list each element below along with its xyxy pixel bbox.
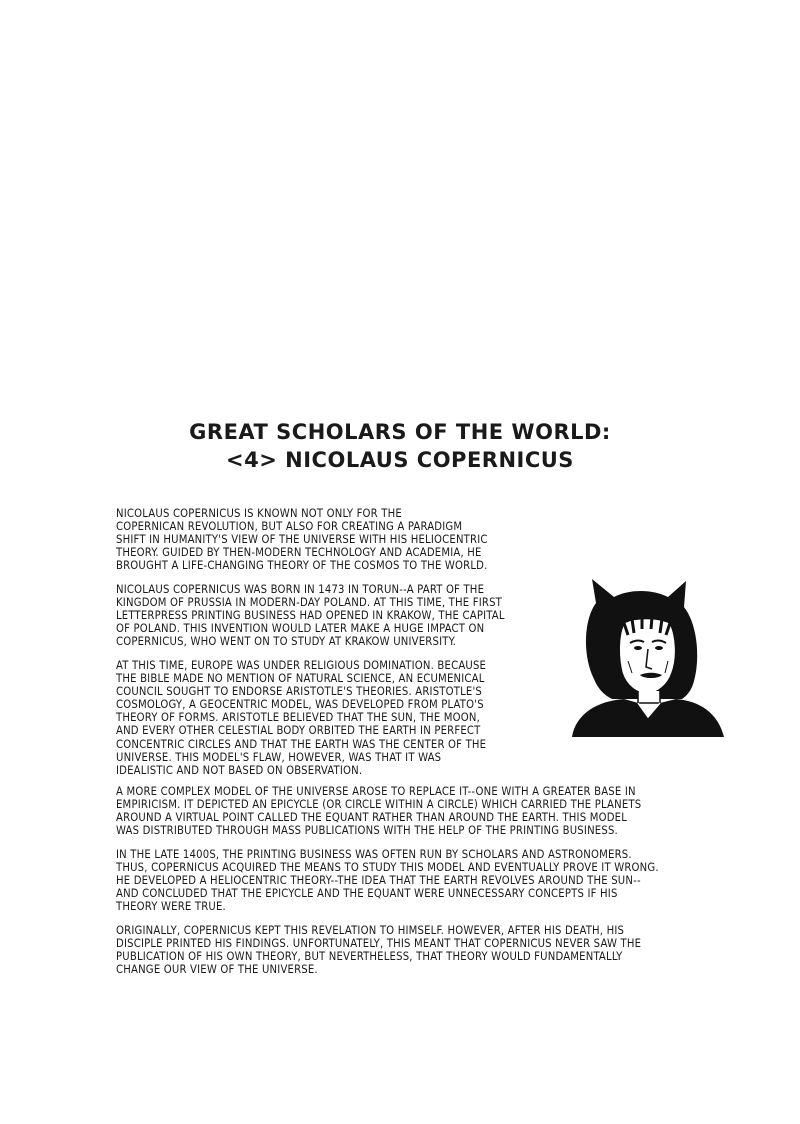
paragraph-aristotle (116, 659, 486, 777)
text-line: AND EVERY OTHER CELESTIAL BODY ORBITED THE EARTH IN PERFECT (116, 724, 481, 738)
page-title (0, 418, 800, 474)
text-line: AT THIS TIME, EUROPE WAS UNDER RELIGIOUS DOMINATION. BECAUSE (116, 659, 487, 672)
text-line: KINGDOM OF PRUSSIA IN MODERN-DAY POLAND. AT THIS TIME, THE FIRST (116, 596, 503, 610)
text-line: NICOLAUS COPERNICUS IS KNOWN NOT ONLY FOR THE (116, 507, 402, 520)
text-line: COUNCIL SOUGHT TO ENDORSE ARISTOTLE'S THEORIES. ARISTOTLE'S (116, 685, 483, 699)
text-line: CONCENTRIC CIRCLES AND THAT THE EARTH WAS THE CENTER OF THE (116, 737, 487, 751)
text-line: LETTERPRESS PRINTING BUSINESS HAD OPENED IN KRAKOW, THE CAPITAL (116, 609, 505, 623)
text-line: THUS, COPERNICUS ACQUIRED THE MEANS TO STUDY THIS MODEL AND EVENTUALLY PROVE IT WRONG. (116, 861, 659, 875)
text-line: AND CONCLUDED THAT THE EPICYCLE AND THE EQUANT WERE UNNECESSARY CONCEPTS IF HIS (116, 887, 618, 901)
copernicus-portrait-icon (572, 577, 724, 737)
text-line: COSMOLOGY, A GEOCENTRIC MODEL, WAS DEVELOPED FROM PLATO'S (116, 698, 484, 712)
text-line: A MORE COMPLEX MODEL OF THE UNIVERSE AROSE TO REPLACE IT--ONE WITH A GREATER BASE IN (116, 785, 636, 798)
text-line: DISCIPLE PRINTED HIS FINDINGS. UNFORTUNATELY, THIS MEANT THAT COPERNICUS NEVER SAW THE (116, 937, 642, 951)
text-line: SHIFT IN HUMANITY'S VIEW OF THE UNIVERSE WITH HIS HELIOCENTRIC (116, 533, 488, 547)
text-line: NICOLAUS COPERNICUS WAS BORN IN 1473 IN TORUN--A PART OF THE (116, 583, 485, 596)
text-line: ORIGINALLY, COPERNICUS KEPT THIS REVELATION TO HIMSELF. HOWEVER, AFTER HIS DEATH, HIS (116, 924, 625, 937)
text-line: COPERNICUS, WHO WENT ON TO STUDY AT KRAKOW UNIVERSITY. (116, 635, 457, 649)
text-line: THEORY. GUIDED BY THEN-MODERN TECHNOLOGY AND ACADEMIA, HE (116, 546, 482, 560)
text-line: IDEALISTIC AND NOT BASED ON OBSERVATION. (116, 763, 363, 777)
title-line-2: <4> NICOLAUS COPERNICUS (226, 448, 574, 472)
text-line: OF POLAND. THIS INVENTION WOULD LATER MAKE A HUGE IMPACT ON (116, 622, 485, 636)
text-line: AROUND A VIRTUAL POINT CALLED THE EQUANT RATHER THAN AROUND THE EARTH. THIS MODEL (116, 811, 628, 825)
text-line: THE BIBLE MADE NO MENTION OF NATURAL SCIENCE, AN ECUMENICAL (116, 672, 485, 686)
title-line-1: GREAT SCHOLARS OF THE WORLD: (189, 420, 611, 444)
paragraph-intro (116, 507, 488, 572)
text-line: EMPIRICISM. IT DEPICTED AN EPICYCLE (OR CIRCLE WITHIN A CIRCLE) WHICH CARRIED THE PLANETS (116, 798, 642, 812)
text-line: PUBLICATION OF HIS OWN THEORY, BUT NEVERTHELESS, THAT THEORY WOULD FUNDAMENTALLY (116, 950, 623, 964)
paragraph-legacy (116, 924, 641, 976)
text-line: CHANGE OUR VIEW OF THE UNIVERSE. (116, 963, 318, 977)
paragraph-heliocentric (116, 848, 659, 913)
paragraph-birth (116, 583, 505, 648)
text-line: WAS DISTRIBUTED THROUGH MASS PUBLICATIONS WITH THE HELP OF THE PRINTING BUSINESS. (116, 824, 618, 838)
text-line: IN THE LATE 1400S, THE PRINTING BUSINESS WAS OFTEN RUN BY SCHOLARS AND ASTRONOMERS. (116, 848, 632, 861)
text-line: COPERNICAN REVOLUTION, BUT ALSO FOR CREATING A PARADIGM (116, 520, 463, 534)
text-line: BROUGHT A LIFE-CHANGING THEORY OF THE COSMOS TO THE WORLD. (116, 559, 488, 573)
paragraph-epicycle (116, 785, 641, 837)
text-line: THEORY OF FORMS. ARISTOTLE BELIEVED THAT THE SUN, THE MOON, (116, 711, 481, 725)
text-line: HE DEVELOPED A HELIOCENTRIC THEORY--THE IDEA THAT THE EARTH REVOLVES AROUND THE SUN-- (116, 874, 641, 888)
text-line: THEORY WERE TRUE. (116, 900, 226, 914)
text-line: UNIVERSE. THIS MODEL'S FLAW, HOWEVER, WAS THAT IT WAS (116, 750, 442, 764)
